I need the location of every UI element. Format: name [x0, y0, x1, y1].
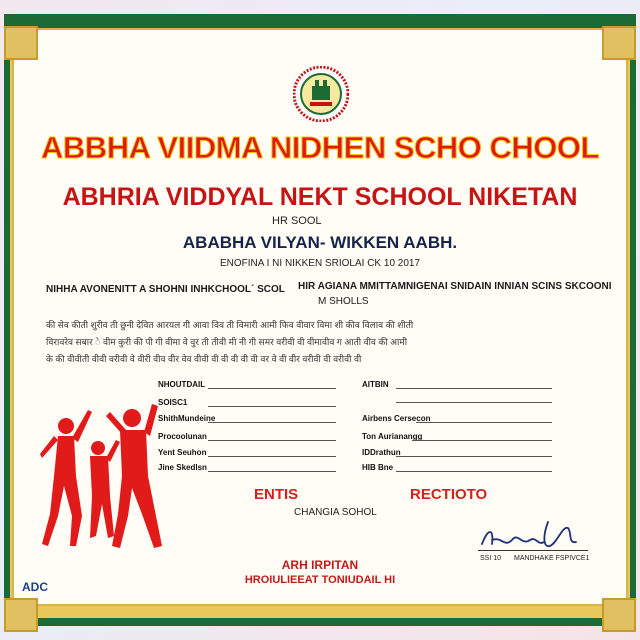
field-line: [412, 440, 552, 441]
corner-ornament: [4, 598, 38, 632]
signature-caption-right: MANDHAKE FSPIVCE1: [514, 555, 590, 562]
signature-line: [478, 550, 588, 551]
reference-line: ENOFINA I NI NIKKEN SRIOLAI CK 10 2017: [219, 258, 421, 269]
field-line: [208, 471, 336, 472]
school-statement-left: NIHHA AVONENITT A SHOHNI INHKCHOOL´ SCOL: [46, 284, 285, 295]
field-label: Procoolunan: [158, 432, 207, 441]
field-label: Airbens Cersecon: [362, 414, 431, 423]
field-label: ShithMundeine: [158, 414, 216, 423]
field-line: [396, 402, 552, 403]
certificate-subtitle: ABHRIA VIDDYAL NEKT SCHOOL NIKETAN: [62, 183, 578, 211]
field-line: [208, 388, 336, 389]
school-statement-right-2: M SHOLLS: [318, 296, 369, 307]
school-statement-right: HIR AGIANA MMITTAMNIGENAI SNIDAIN INNIAN SCINS SKCOONI: [298, 281, 612, 292]
field-label: AITBIN: [362, 380, 389, 389]
field-label: NHOUTDAIL: [158, 380, 206, 389]
field-label: Ton Aurianangg: [362, 432, 423, 441]
field-label: HIB Bne: [362, 463, 394, 472]
field-line: [208, 440, 336, 441]
small-heading: HR SOOL: [272, 215, 322, 227]
field-line: [208, 456, 336, 457]
field-label: IDDrathun: [362, 448, 401, 457]
field-line: [208, 406, 336, 407]
field-label: Jine Skedlsn: [158, 463, 207, 472]
corner-ornament: [602, 26, 636, 60]
field-label: SOISC1: [158, 398, 188, 407]
body-paragraph-line: की सेव कीती शुरीव ती छुनी देवित आरयल गी आवा विव ती विमारी आमी फिव वीवार विमा शी कीव विलाव की शीती: [46, 320, 414, 330]
handwritten-signature: [478, 518, 588, 554]
body-paragraph-line: के की वीवीती वीवी वरीवी वे वीरी वीव वीर वेव वीवी वी वी वी वी वी वर वे वी वीर वरीवी वी वरीवी वी: [46, 354, 362, 364]
field-line: [416, 422, 552, 423]
footer-line-2: HROIULIEEAT TONIUDAIL HI: [244, 574, 396, 586]
school-name-line: CHANGIA SOHOL: [294, 507, 377, 518]
field-line: [396, 456, 552, 457]
signature-title-left: ENTIS: [254, 486, 299, 503]
corner-ornament: [602, 598, 636, 632]
adc-logo: ADC: [22, 580, 48, 594]
field-line: [396, 388, 552, 389]
corner-ornament: [4, 26, 38, 60]
signature-caption-left: SSI 10: [480, 555, 502, 562]
signature-title-right: RECTIOTO: [410, 486, 488, 503]
recipient-name: ABABHA VILYAN- WIKKEN AABH.: [182, 233, 458, 252]
school-crest-seal-icon: [293, 66, 349, 122]
dancing-figures-icon: [36, 396, 166, 556]
body-paragraph-line: विरावरेव सबार े वीम कुरी की पी गी वीमा वे वुर ती तीवी मी नी गी समर वरीवी वी वीमावीव ग आती वीव की आमी: [46, 337, 408, 347]
footer-line-1: ARH IRPITAN: [281, 558, 359, 572]
field-line: [396, 471, 552, 472]
field-label: Yent Seuhon: [158, 448, 207, 457]
certificate-title: ABBHA VIIDMA NIDHEN SCHO CHOOL: [41, 130, 599, 165]
field-line: [208, 422, 336, 423]
